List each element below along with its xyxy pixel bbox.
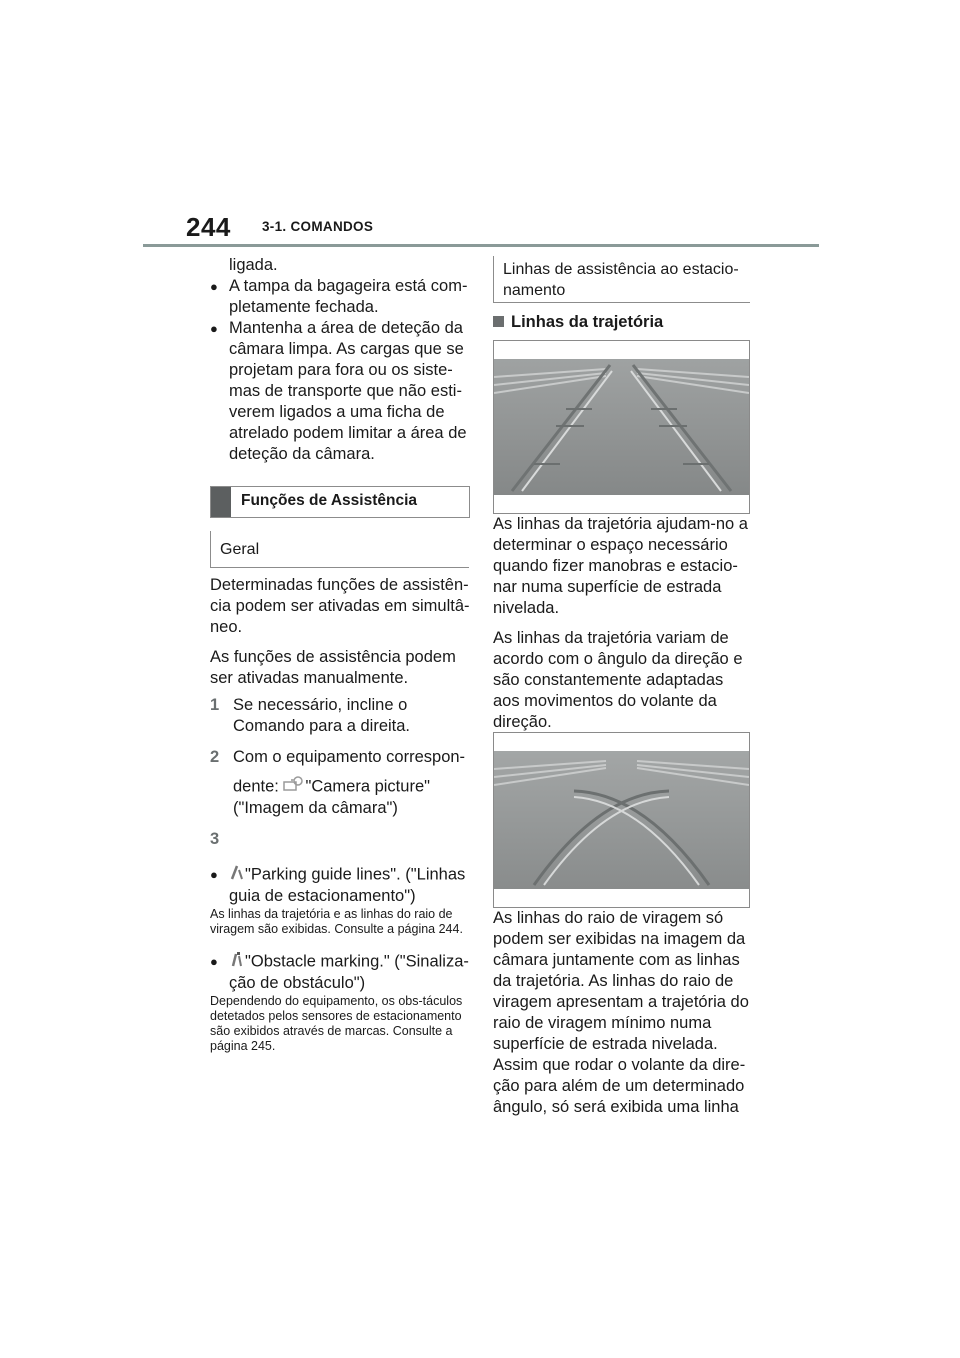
step-3	[210, 829, 470, 850]
step-number: 2	[210, 748, 220, 766]
step-2	[210, 747, 470, 819]
bullet-tailgate: ● A tampa da bagageira está com-pletamente fechada.	[210, 276, 470, 318]
step-number: 1	[210, 696, 220, 714]
bullet-obstacle-marking	[210, 951, 470, 994]
note-parking: As linhas da trajetória e as linhas do raio de viragem são exibidas. Consulte a página 244.	[210, 907, 463, 936]
trajectory-lines-image	[493, 340, 750, 514]
heading-trajectory-wrap	[493, 312, 751, 333]
section-heading: Funções de Assistência	[241, 492, 418, 509]
step-text-line2	[233, 776, 470, 798]
subheading-box-parking-lines	[493, 256, 750, 303]
step-text-prefix: dente:	[233, 777, 284, 796]
left-column-bottom	[210, 575, 470, 1054]
bullet-parking-guide-lines	[210, 864, 470, 907]
heading-trajectory: Linhas da trajetória	[493, 312, 751, 333]
step-text-option: "Camera picture"	[305, 777, 430, 796]
paragraph-turning-radius: As linhas do raio de viragem só podem ser exibidas na imagem da câmara juntamente com as linhas da trajetória. As linhas do raio de viragem apresentam a trajetória do raio de viragem mínimo numa superfície de estrada nivelada. Assim que rodar o volante da dire-ção para além de um determinado ângulo, só será exibida uma linha	[493, 909, 749, 1116]
obstacle-icon	[229, 951, 245, 973]
step-text-line1: Com o equipamento correspon-	[233, 748, 466, 766]
bullet-parking-text: "Parking guide lines". ("Linhas guia de estacionamento")	[229, 865, 466, 905]
subheading-general: Geral	[220, 541, 260, 558]
paragraph-trajectory-vary: As linhas da trajetória variam de acordo com o ângulo da direção e são constantemente adaptadas aos movimentos do volante da direção.	[493, 629, 743, 731]
heading-bar	[211, 487, 231, 517]
camera-icon	[283, 776, 305, 798]
subheading-box-general	[210, 531, 469, 568]
page-number: 244	[186, 212, 231, 242]
continued-line: ligada.	[229, 256, 278, 274]
right-column-middle	[493, 514, 751, 764]
section-title: 3-1. COMANDOS	[262, 219, 374, 234]
left-column-top	[210, 255, 470, 465]
section-heading-box	[210, 486, 470, 518]
paragraph-manual: As funções de assistência podem ser ativadas manualmente.	[210, 648, 456, 687]
step-number: 3	[210, 830, 220, 848]
step-text: Se necessário, incline o Comando para a direita.	[233, 696, 411, 735]
bullet-camera-area: ● Mantenha a área de deteção da câmara limpa. As cargas que se projetam para fora ou os siste-mas de transporte que não esti-verem ligados a uma ficha de atrelado podem limitar a área de deteção da câmara.	[210, 318, 470, 465]
parking-lines-icon	[229, 864, 245, 886]
subheading-parking-lines: Linhas de assistência ao estacio-namento	[503, 261, 739, 299]
paragraph-trajectory-help: As linhas da trajetória ajudam-no a determinar o espaço necessário quando fizer manobras e estacio-nar numa superfície de estrada nivelada.	[493, 515, 748, 617]
paragraph-simultaneous: Determinadas funções de assistên-cia podem ser ativadas em simultâ-neo.	[210, 576, 470, 636]
right-column-bottom	[493, 908, 751, 1118]
note-obstacle: Dependendo do equipamento, os obs-táculos detetados pelos sensores de estacionamento são exibidos através de marcas. Consulte a página 245.	[210, 994, 463, 1053]
header-rule	[143, 244, 819, 247]
turning-radius-image	[493, 732, 750, 908]
bullet-obstacle-text: "Obstacle marking." ("Sinaliza-ção de obstáculo")	[229, 952, 469, 992]
step-text-line3: ("Imagem da câmara")	[233, 799, 398, 817]
step-1	[210, 695, 470, 737]
